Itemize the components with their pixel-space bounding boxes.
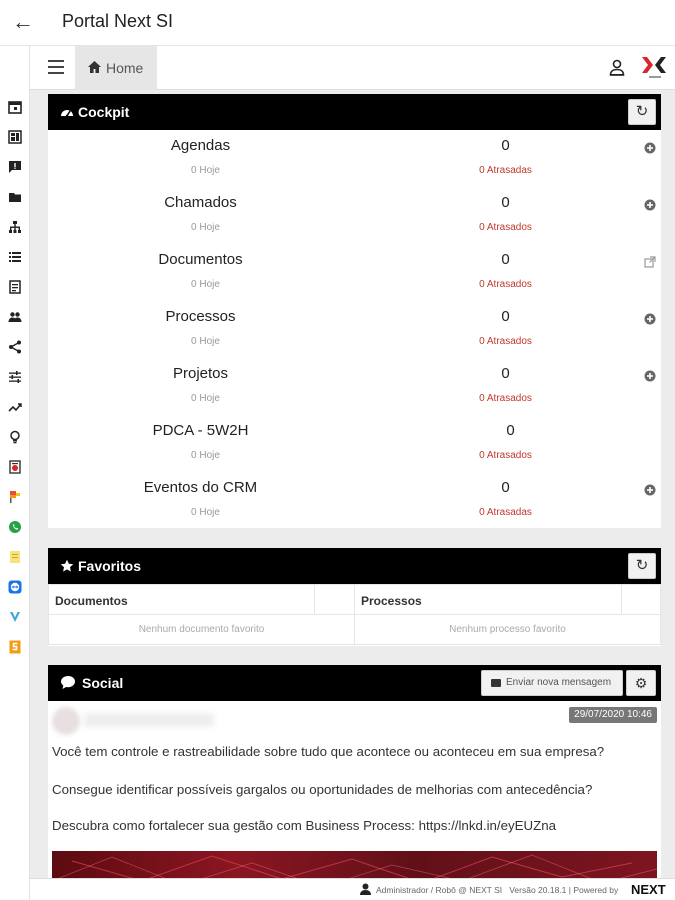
add-circle-icon[interactable]: [644, 484, 656, 496]
cockpit-row-documentos[interactable]: [48, 244, 661, 299]
pdca-icon[interactable]: [8, 490, 22, 504]
social-header: [48, 665, 661, 701]
footer-text: [376, 885, 618, 895]
share-icon[interactable]: [8, 340, 22, 354]
cockpit-row-count: 0: [501, 137, 510, 154]
post-text-line[interactable]: Descubra como fortalecer sua gestão com Business Process: https://lnkd.in/eyEUZna: [52, 818, 557, 833]
message-icon: [491, 679, 501, 687]
home-icon: [87, 60, 102, 74]
cockpit-row-today: 0 Hoje: [191, 393, 220, 404]
footer-user: Administrador / Robô @ NEXT SI: [376, 885, 503, 895]
add-circle-icon[interactable]: [644, 313, 656, 325]
cockpit-row-processos[interactable]: [48, 301, 661, 356]
add-circle-icon[interactable]: [644, 199, 656, 211]
cockpit-header: [48, 94, 661, 130]
dashboard-icon[interactable]: [8, 130, 22, 144]
favoritos-refresh-button[interactable]: [628, 553, 656, 579]
favoritos-processos-empty: Nenhum processo favorito: [354, 614, 661, 645]
refresh-icon: ↻: [635, 557, 649, 574]
cockpit-row-agendas[interactable]: [48, 130, 661, 185]
cockpit-row-late: 0 Atrasados: [479, 393, 532, 404]
main-content: [30, 46, 675, 900]
add-circle-icon[interactable]: [644, 142, 656, 154]
cockpit-row-today: 0 Hoje: [191, 450, 220, 461]
external-link-icon[interactable]: [644, 256, 656, 268]
cockpit-row-count: 0: [501, 479, 510, 496]
cockpit-row-name: Eventos do CRM: [143, 479, 258, 496]
v-app-icon[interactable]: [8, 610, 22, 624]
cockpit-row-late: 0 Atrasados: [479, 222, 532, 233]
dashboard-gauge-icon: [60, 105, 74, 119]
cockpit-row-today: 0 Hoje: [191, 336, 220, 347]
social-panel: [48, 665, 661, 900]
footer: [30, 878, 675, 900]
cockpit-row-late: 0 Atrasados: [479, 279, 532, 290]
favoritos-header: [48, 548, 661, 584]
cockpit-row-projetos[interactable]: [48, 358, 661, 413]
footer-brand-logo: NEXT: [631, 882, 666, 897]
top-toolbar: [30, 46, 675, 90]
cockpit-row-chamados[interactable]: [48, 187, 661, 242]
feedback-icon[interactable]: [8, 160, 22, 174]
cockpit-row-late: 0 Atrasados: [479, 450, 532, 461]
cockpit-row-name: Documentos: [158, 251, 243, 268]
post-text-line: Consegue identificar possíveis gargalos ou oportunidades de melhorias com antecedência?: [52, 782, 593, 797]
favoritos-panel: [48, 548, 661, 646]
send-new-message-button[interactable]: [481, 670, 623, 696]
note-icon[interactable]: [8, 550, 22, 564]
back-arrow-icon[interactable]: ←: [12, 9, 34, 34]
post-date-badge: 29/07/2020 10:46: [569, 707, 657, 723]
favoritos-col-spacer: [621, 584, 661, 615]
cockpit-row-today: 0 Hoje: [191, 279, 220, 290]
cockpit-row-today: 0 Hoje: [191, 222, 220, 233]
people-icon[interactable]: [8, 310, 22, 324]
next-si-logo: [640, 54, 668, 80]
cockpit-row-late: 0 Atrasadas: [479, 507, 532, 518]
app-bar: [0, 0, 675, 46]
tab-home-label: Home: [106, 60, 144, 76]
cockpit-refresh-button[interactable]: [628, 99, 656, 125]
post-author-blurred: [84, 713, 214, 727]
cockpit-row-name: Projetos: [172, 365, 229, 382]
cockpit-row-name: Processos: [165, 308, 236, 325]
app-title: Portal Next SI: [62, 11, 174, 31]
cockpit-row-name: Agendas: [170, 137, 231, 154]
cockpit-title: Cockpit: [78, 104, 130, 120]
cockpit-row-eventos-crm[interactable]: [48, 472, 661, 527]
sitemap-icon[interactable]: [8, 220, 22, 234]
whatsapp-icon[interactable]: [8, 520, 22, 534]
chat-bubble-icon: [60, 675, 76, 690]
cockpit-row-count: 0: [501, 365, 510, 382]
star-icon: [60, 559, 74, 573]
send-new-message-label: Enviar nova mensagem: [506, 677, 612, 688]
cockpit-row-late: 0 Atrasadas: [479, 165, 532, 176]
cockpit-row-late: 0 Atrasados: [479, 336, 532, 347]
s-app-icon[interactable]: [8, 640, 22, 654]
calendar-icon[interactable]: [8, 100, 22, 114]
cockpit-panel: [48, 94, 661, 528]
user-icon[interactable]: [608, 58, 626, 78]
favoritos-documentos-empty: Nenhum documento favorito: [48, 614, 355, 645]
add-circle-icon[interactable]: [644, 370, 656, 382]
favoritos-col-processos-header: Processos: [354, 584, 622, 615]
menu-icon[interactable]: [48, 60, 64, 74]
report-icon[interactable]: [8, 460, 22, 474]
teamviewer-icon[interactable]: [8, 580, 22, 594]
favoritos-col-documentos-header: Documentos: [48, 584, 315, 615]
left-icon-rail: [0, 46, 30, 900]
cockpit-row-count: 0: [506, 422, 515, 439]
tune-icon[interactable]: [8, 370, 22, 384]
tab-home[interactable]: [75, 46, 157, 90]
user-icon: [360, 883, 371, 895]
document-icon[interactable]: [8, 280, 22, 294]
favoritos-col-spacer: [314, 584, 355, 615]
avatar: [52, 707, 80, 735]
cockpit-row-pdca[interactable]: [48, 415, 661, 470]
cockpit-row-name: Chamados: [164, 194, 237, 211]
trending-icon[interactable]: [8, 400, 22, 414]
cockpit-row-count: 0: [501, 308, 510, 325]
social-title: Social: [82, 675, 124, 691]
refresh-icon: ↻: [635, 103, 649, 120]
lightbulb-icon[interactable]: [8, 430, 22, 444]
cockpit-row-count: 0: [501, 251, 510, 268]
folder-icon[interactable]: [8, 190, 22, 204]
favoritos-title: Favoritos: [78, 558, 142, 574]
cockpit-row-name: PDCA - 5W2H: [152, 422, 249, 439]
list-icon[interactable]: [8, 250, 22, 264]
cockpit-row-today: 0 Hoje: [191, 165, 220, 176]
favoritos-table: [48, 584, 661, 646]
social-settings-button[interactable]: [626, 670, 656, 696]
footer-version: Versão 20.18.1 | Powered by: [509, 885, 619, 895]
gear-icon: ⚙: [634, 675, 648, 691]
post-text-line: Você tem controle e rastreabilidade sobre tudo que acontece ou aconteceu em sua empresa?: [52, 744, 605, 759]
cockpit-row-today: 0 Hoje: [191, 507, 220, 518]
cockpit-row-count: 0: [501, 194, 510, 211]
social-post: [48, 701, 661, 900]
